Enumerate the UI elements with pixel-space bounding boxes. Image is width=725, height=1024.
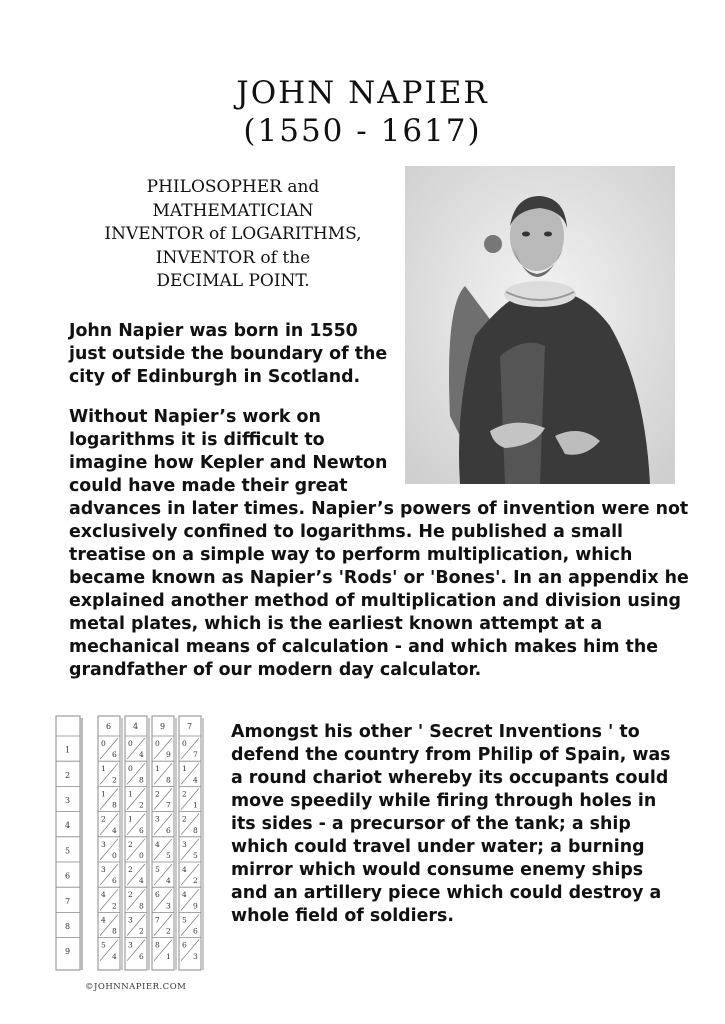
index-digit: 1 — [65, 745, 71, 755]
title-name: JOHN NAPIER — [236, 75, 489, 111]
digit-rod-shadow — [174, 718, 177, 970]
rod-tens-digit: 1 — [155, 764, 160, 774]
rod-tens-digit: 1 — [128, 789, 133, 799]
rod-units-digit: 8 — [139, 901, 144, 911]
rod-units-digit: 2 — [166, 926, 171, 936]
digit-rod-shadow — [201, 718, 204, 970]
rod-tens-digit: 3 — [128, 915, 133, 925]
rod-units-digit: 6 — [112, 750, 117, 760]
rod-tens-digit: 2 — [128, 839, 133, 849]
rod-tens-digit: 8 — [155, 940, 160, 950]
rod-tens-digit: 2 — [182, 789, 187, 799]
rod-units-digit: 4 — [139, 750, 144, 760]
portrait-image — [405, 166, 675, 484]
rod-tens-digit: 7 — [155, 915, 160, 925]
index-digit: 4 — [65, 821, 71, 831]
digit-rod-shadow — [147, 718, 150, 970]
rod-tens-digit: 0 — [155, 739, 160, 748]
copyright-credit: ©JOHNNAPIER.COM — [85, 982, 187, 992]
rod-units-digit: 9 — [166, 750, 171, 760]
index-digit: 5 — [65, 846, 71, 856]
index-digit: 9 — [65, 947, 71, 957]
subtitle-line: MATHEMATICIAN — [152, 200, 314, 221]
index-digit: 6 — [65, 871, 71, 881]
rod-units-digit: 2 — [112, 775, 117, 785]
subtitle-line: INVENTOR of the — [155, 247, 311, 268]
rod-tens-digit: 5 — [101, 940, 106, 950]
rod-units-digit: 8 — [166, 775, 171, 785]
rod-header-digit: 6 — [106, 722, 112, 731]
rod-units-digit: 4 — [112, 951, 117, 961]
rod-units-digit: 0 — [112, 851, 117, 860]
rod-units-digit: 2 — [112, 901, 117, 911]
rod-units-digit: 1 — [193, 800, 198, 810]
rod-units-digit: 4 — [112, 825, 117, 835]
index-digit: 7 — [65, 896, 71, 906]
subtitle-line: INVENTOR of LOGARITHMS, — [104, 224, 362, 244]
rod-tens-digit: 2 — [101, 814, 106, 824]
rod-units-digit: 8 — [112, 926, 117, 936]
rod-tens-digit: 3 — [128, 940, 133, 950]
subtitle-line: DECIMAL POINT. — [156, 271, 310, 291]
rod-tens-digit: 1 — [101, 764, 106, 774]
rod-tens-digit: 4 — [101, 890, 106, 900]
rod-units-digit: 2 — [139, 926, 144, 936]
rod-tens-digit: 1 — [182, 764, 187, 774]
rod-tens-digit: 0 — [128, 739, 133, 748]
rod-tens-digit: 4 — [182, 890, 187, 900]
rod-header-digit: 9 — [160, 722, 166, 731]
rod-units-digit: 8 — [139, 775, 144, 785]
subtitle-block — [68, 176, 398, 294]
rod-units-digit: 4 — [166, 876, 171, 886]
napier-rods-illustration — [52, 714, 224, 972]
rod-tens-digit: 3 — [101, 865, 106, 874]
rod-units-digit: 5 — [193, 851, 198, 860]
rod-header-digit: 7 — [187, 722, 193, 731]
rod-tens-digit: 1 — [128, 814, 133, 824]
rod-tens-digit: 4 — [101, 915, 106, 925]
rod-tens-digit: 2 — [155, 789, 160, 799]
rod-units-digit: 7 — [193, 750, 198, 760]
index-digit: 2 — [65, 770, 71, 780]
rod-units-digit: 4 — [139, 876, 144, 886]
rod-units-digit: 7 — [166, 800, 171, 810]
work-paragraph-intro: Without Napier’s work on logarithms it is difficult to imagine how Kepler and Newton could have made their great — [69, 407, 388, 496]
rod-tens-digit: 5 — [155, 865, 160, 874]
rod-units-digit: 0 — [139, 851, 144, 860]
rod-tens-digit: 3 — [101, 839, 106, 849]
rod-tens-digit: 3 — [155, 814, 160, 824]
rod-units-digit: 3 — [193, 951, 198, 961]
subtitle-line: PHILOSOPHER and — [146, 177, 320, 197]
work-paragraph-continued: advances in later times. Napier’s powers of invention were not exclusively confined to logarithms. He published a small treatise on a simple way to perform multiplication, which became known as Napier’s 'Rods' or 'Bones'. In an appendix he explained another method of multiplication and division using metal plates, which is the earliest known attempt at a mechanical means of calculation - and which makes him the grandfather of our modern day calculator. — [69, 499, 689, 680]
rod-header-digit: 4 — [133, 722, 139, 731]
rod-tens-digit: 4 — [182, 865, 187, 874]
index-digit: 3 — [65, 796, 71, 805]
index-rod-shadow — [80, 718, 83, 970]
rod-units-digit: 6 — [139, 951, 144, 961]
title-dates: (1550 - 1617) — [243, 113, 482, 149]
rod-units-digit: 3 — [166, 901, 171, 911]
page-title — [0, 74, 725, 150]
rod-units-digit: 2 — [193, 876, 198, 886]
rod-tens-digit: 0 — [101, 739, 106, 748]
napier-rods-drawing — [52, 714, 224, 972]
rod-tens-digit: 0 — [182, 739, 187, 748]
rod-units-digit: 6 — [166, 825, 171, 835]
rod-units-digit: 5 — [166, 851, 171, 860]
rod-tens-digit: 6 — [182, 940, 187, 950]
rod-units-digit: 6 — [139, 825, 144, 835]
rod-tens-digit: 4 — [155, 839, 160, 849]
rod-units-digit: 4 — [193, 775, 198, 785]
digit-rod-shadow — [120, 718, 123, 970]
rod-tens-digit: 1 — [101, 789, 106, 799]
inventions-paragraph: Amongst his other ' Secret Inventions ' to defend the country from Philip of Spain, was a round chariot whereby its occupants could move speedily while firing through holes in its sides - a precursor of the tank; a ship which could travel under water; a burning mirror which would consume enemy ships and an artillery piece which could destroy a whole field of soldiers. — [231, 722, 671, 926]
rod-tens-digit: 6 — [155, 890, 160, 900]
rod-units-digit: 1 — [166, 951, 171, 961]
index-digit: 8 — [65, 922, 71, 931]
rod-units-digit: 6 — [193, 926, 198, 936]
rod-tens-digit: 3 — [182, 839, 187, 849]
rod-units-digit: 6 — [112, 876, 117, 886]
rod-tens-digit: 0 — [128, 764, 133, 774]
rod-tens-digit: 2 — [128, 865, 133, 874]
rod-tens-digit: 5 — [182, 915, 187, 925]
birth-paragraph: John Napier was born in 1550 just outside the boundary of the city of Edinburgh in Scotland. — [69, 321, 388, 387]
rod-tens-digit: 2 — [128, 890, 133, 900]
rod-units-digit: 9 — [193, 901, 198, 911]
rod-units-digit: 8 — [112, 800, 117, 810]
rod-tens-digit: 2 — [182, 814, 187, 824]
rod-units-digit: 8 — [193, 825, 198, 835]
rod-units-digit: 2 — [139, 800, 144, 810]
portrait-illustration — [405, 166, 675, 484]
